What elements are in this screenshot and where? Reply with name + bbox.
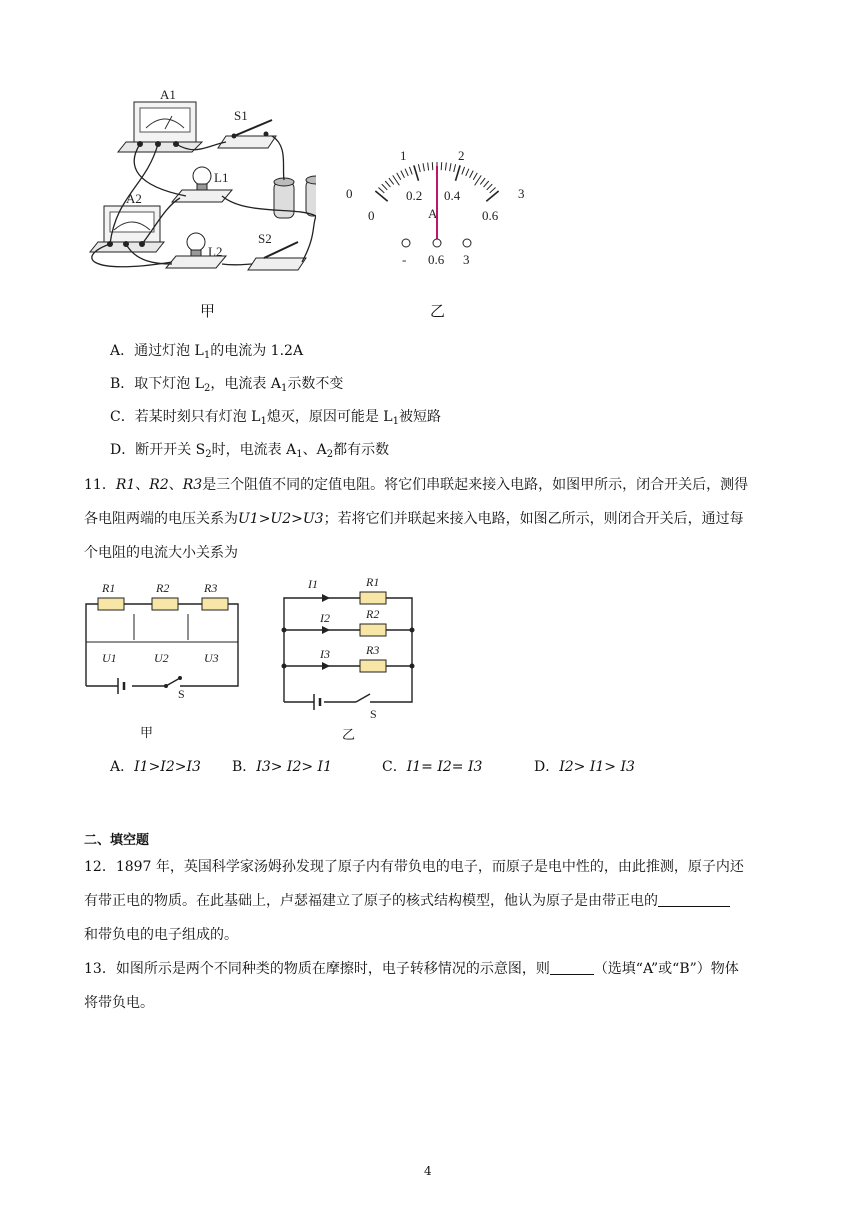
meter-unit: A [428, 206, 438, 221]
q11-option-d: D．I2> I1> I3 [534, 759, 635, 775]
terminal-label-neg: - [402, 252, 407, 267]
dial-tick [428, 163, 429, 171]
q10-option-a: A．通过灯泡 $L_1$的电流为 1.2A [110, 343, 304, 361]
series-label-r1: R1 [102, 581, 116, 595]
scale-top-1: 1 [400, 148, 407, 163]
dial-tick [466, 169, 469, 176]
dial-tick [405, 169, 408, 176]
dial-tick [470, 171, 474, 178]
q12-line3: 和带负电的电子组成的。 [84, 927, 238, 943]
figure-label-yi: 乙 [430, 302, 446, 320]
label-a1: A1 [160, 87, 176, 102]
switch-s2 [248, 242, 306, 270]
q12-line1: 12．1897 年，英国科学家汤姆孙发现了原子内有带负电的电子，而原子是电中性的，由此推测，原子内还 [84, 859, 744, 875]
series-label-u1: U1 [102, 651, 117, 665]
scale-bottom-0-6: 0.6 [482, 208, 499, 223]
terminal-0-6 [433, 239, 441, 247]
series-label-u3: U3 [204, 651, 219, 665]
dial-tick [450, 163, 451, 171]
scale-top-0: 0 [346, 186, 353, 201]
q11-fig-yi: 乙 [342, 728, 356, 743]
switch-s1 [218, 120, 276, 148]
dial-tick [401, 171, 405, 178]
dial-tick [462, 167, 465, 175]
q13-line2: 将带负电。 [84, 995, 154, 1011]
terminal-label-3: 3 [463, 252, 470, 267]
resistor-r1 [98, 598, 124, 610]
resistor-r2 [152, 598, 178, 610]
parallel-label-r3: R3 [366, 643, 380, 657]
dial-tick [418, 164, 420, 172]
dial-tick [389, 178, 394, 184]
q12-line2: 有带正电的物质。在此基础上，卢瑟福建立了原子的核式结构模型，他认为原子是由带正电的 [84, 890, 730, 910]
q11-line3: 个电阻的电流大小关系为 [84, 545, 238, 561]
q11-option-b: B．I3> I2> I1 [232, 759, 332, 775]
series-label-r2: R2 [156, 581, 170, 595]
parallel-label-r2: R2 [366, 607, 380, 621]
q13-line1: 13．如图所示是两个不同种类的物质在摩擦时，电子转移情况的示意图，则 （选填“A”或“B”）物体 [84, 961, 739, 977]
figure-series-circuit [80, 574, 250, 698]
q11-option-a: A．I1>I2>I3 [110, 759, 201, 775]
parallel-resistor-r3 [360, 660, 386, 672]
dial-tick [409, 167, 412, 175]
label-l1: L1 [214, 170, 229, 185]
dial-tick [423, 163, 424, 171]
q11-line1: 11．R1、R2、R3是三个阻值不同的定值电阻。将它们串联起来接入电路，如图甲所示，闭合开关后，测得 [84, 477, 749, 493]
dial-tick [480, 178, 485, 184]
q11-line2: 各电阻两端的电压关系为U1>U2>U3；若将它们并联起来接入电路，如图乙所示，则闭合开关后，通过每 [84, 511, 744, 527]
figure-ammeter-yi [340, 140, 540, 270]
dial-tick [378, 187, 384, 192]
dial-tick [473, 173, 477, 180]
q10-option-c: C．若某时刻只有灯泡 $L_1$熄灭，原因可能是 $L_1$被短路 [110, 409, 441, 427]
q10-option-b: B．取下灯泡 $L_2$，电流表 $A_1$示数不变 [110, 376, 344, 394]
q10-option-d: D．断开开关 $S_2$时，电流表 $A_1$、$A_2$都有示数 [110, 442, 390, 460]
dial-tick [397, 173, 401, 180]
dial-tick [484, 181, 489, 187]
section-title: 二、填空题 [84, 833, 150, 848]
q12-answer-blank[interactable] [658, 892, 730, 907]
dial-tick [454, 164, 456, 172]
label-a2: A2 [126, 191, 142, 206]
dial-tick [414, 165, 419, 180]
dial-tick [375, 191, 387, 201]
figure-parallel-circuit [278, 572, 426, 720]
q11-option-c: C．I1= I2= I3 [382, 759, 483, 775]
figure-label-jia: 甲 [200, 302, 216, 320]
dial-tick [487, 184, 493, 190]
terminal-3 [463, 239, 471, 247]
series-label-r3: R3 [204, 581, 218, 595]
dial-tick [486, 191, 498, 201]
parallel-label-i3: I3 [320, 647, 330, 661]
dial-tick [490, 187, 496, 192]
ammeter-a1 [118, 102, 202, 152]
parallel-label-i2: I2 [320, 611, 330, 625]
scale-bottom-0: 0 [368, 208, 375, 223]
series-label-s: S [178, 687, 185, 698]
scale-top-3: 3 [518, 186, 525, 201]
terminal-neg [402, 239, 410, 247]
parallel-label-r1: R1 [366, 575, 380, 589]
dial-tick [445, 163, 446, 171]
terminal-label-0-6: 0.6 [428, 252, 445, 267]
page-number: 4 [424, 1164, 432, 1178]
label-s1: S1 [234, 108, 248, 123]
label-l2: L2 [208, 244, 223, 259]
scale-bottom-0-4: 0.4 [444, 188, 461, 203]
parallel-label-i1: I1 [308, 577, 318, 591]
q13-answer-blank[interactable] [550, 960, 594, 975]
q11-fig-jia: 甲 [140, 726, 154, 741]
series-label-u2: U2 [154, 651, 169, 665]
figure-circuit-jia [76, 86, 316, 286]
dial-tick [455, 165, 460, 180]
dial-tick [382, 184, 388, 190]
label-s2: S2 [258, 231, 272, 246]
dial-tick [385, 181, 390, 187]
resistor-r3 [202, 598, 228, 610]
parallel-resistor-r2 [360, 624, 386, 636]
parallel-resistor-r1 [360, 592, 386, 604]
scale-top-2: 2 [458, 148, 465, 163]
parallel-label-s: S [370, 707, 377, 720]
scale-bottom-0-2: 0.2 [406, 188, 423, 203]
